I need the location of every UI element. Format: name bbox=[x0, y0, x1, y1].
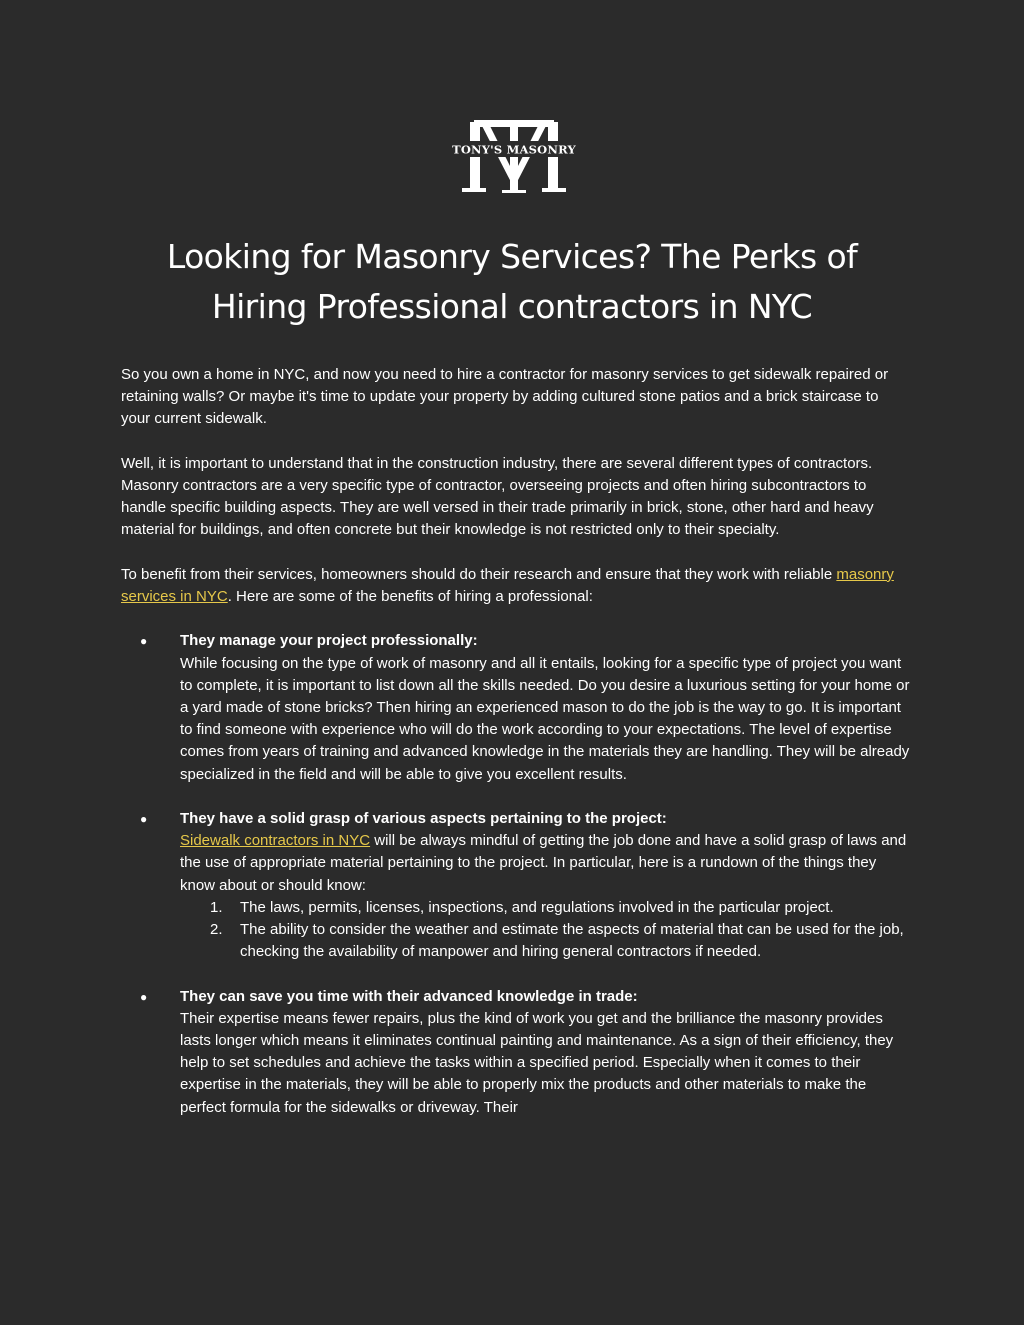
benefit-heading: They manage your project professionally: bbox=[180, 632, 478, 650]
intro-p3-before: To benefit from their services, homeowners should do their research and ensure that they work with reliable bbox=[121, 565, 837, 583]
list-item bbox=[180, 919, 911, 963]
bullet-icon: ● bbox=[140, 989, 148, 1004]
list-number: 2. bbox=[210, 921, 223, 939]
benefit-body-text: will be always mindful of getting the job done and have a solid grasp of laws and the use of appropriate material pertaining to the project. In particular, here is a rundown of the things they know about or should know: bbox=[180, 832, 907, 894]
title-line-1: Looking for Masonry Services? The Perks of bbox=[166, 237, 858, 276]
masonry-services-link[interactable]: masonry services in NYC bbox=[121, 565, 894, 605]
benefit-item bbox=[121, 986, 911, 1119]
logo-text: TONY'S MASONRY bbox=[452, 142, 576, 157]
article-body bbox=[121, 364, 911, 1141]
benefit-item bbox=[121, 808, 911, 963]
benefit-body bbox=[180, 832, 906, 893]
benefit-heading: They can save you time with their advanced knowledge in trade: bbox=[180, 987, 638, 1005]
sidewalk-contractors-link[interactable]: Sidewalk contractors in NYC bbox=[180, 832, 371, 850]
benefit-item bbox=[121, 630, 911, 785]
title-line-2: Hiring Professional contractors in NYC bbox=[211, 287, 813, 326]
intro-paragraph-3 bbox=[121, 564, 911, 608]
benefit-heading: They have a solid grasp of various aspects pertaining to the project: bbox=[180, 810, 667, 827]
bullet-icon: ● bbox=[140, 812, 148, 826]
list-item bbox=[180, 897, 911, 919]
intro-paragraph-1: So you own a home in NYC, and now you need to hire a contractor for masonry services to get sidewalk repaired or retaining walls? Or maybe it's time to update your property by adding cultured stone patios and a brick staircase to your current sidewalk. bbox=[121, 366, 889, 428]
page-title bbox=[0, 232, 1024, 332]
list-item-text: The ability to consider the weather and estimate the aspects of material that can be used for the job, checking the availability of manpower and hiring general contractors if needed. bbox=[240, 921, 904, 961]
benefits-list bbox=[121, 630, 911, 1118]
list-number: 1. bbox=[210, 898, 223, 916]
intro-p3-after: . Here are some of the benefits of hiring a professional: bbox=[227, 588, 593, 605]
intro-paragraph-2: Well, it is important to understand that in the construction industry, there are several different types of contractors. Masonry contractors are a very specific type of contractor, overseeing projects and often hiring subcontractors to handle specific building aspects. They are well versed in their trade primarily in brick, stone, other hard and heavy material for buildings, and often concrete but their knowledge is not restricted only to their specialty. bbox=[121, 454, 874, 539]
tm-monogram-logo bbox=[440, 112, 588, 198]
bullet-icon: ● bbox=[140, 634, 148, 649]
benefit-body: Their expertise means fewer repairs, plus the kind of work you get and the brilliance the masonry provides lasts longer which means it eliminates continual painting and maintenance. As a sign of their efficiency, they help to set schedules and achieve the tasks within a specified period. Especially when it comes to their expertise in the materials, they will be able to properly mix the products and other materials to make the perfect formula for the sidewalks or driveway. Their bbox=[180, 1009, 894, 1116]
benefit-body: While focusing on the type of work of masonry and all it entails, looking for a specific type of project you want to complete, it is important to list down all the skills needed. Do you desire a luxurious setting for your home or a yard made of stone bricks? Then hiring an experienced mason to do the job is the way to go. It is important to find someone with experience who will do the work according to your expectations. The level of expertise comes from years of training and advanced knowledge in the materials they are handling. They will be already specialized in the field and will be able to give you excellent results. bbox=[180, 654, 910, 783]
list-item-text: The laws, permits, licenses, inspections, and regulations involved in the particular project. bbox=[240, 898, 834, 916]
knowledge-list bbox=[180, 897, 911, 964]
